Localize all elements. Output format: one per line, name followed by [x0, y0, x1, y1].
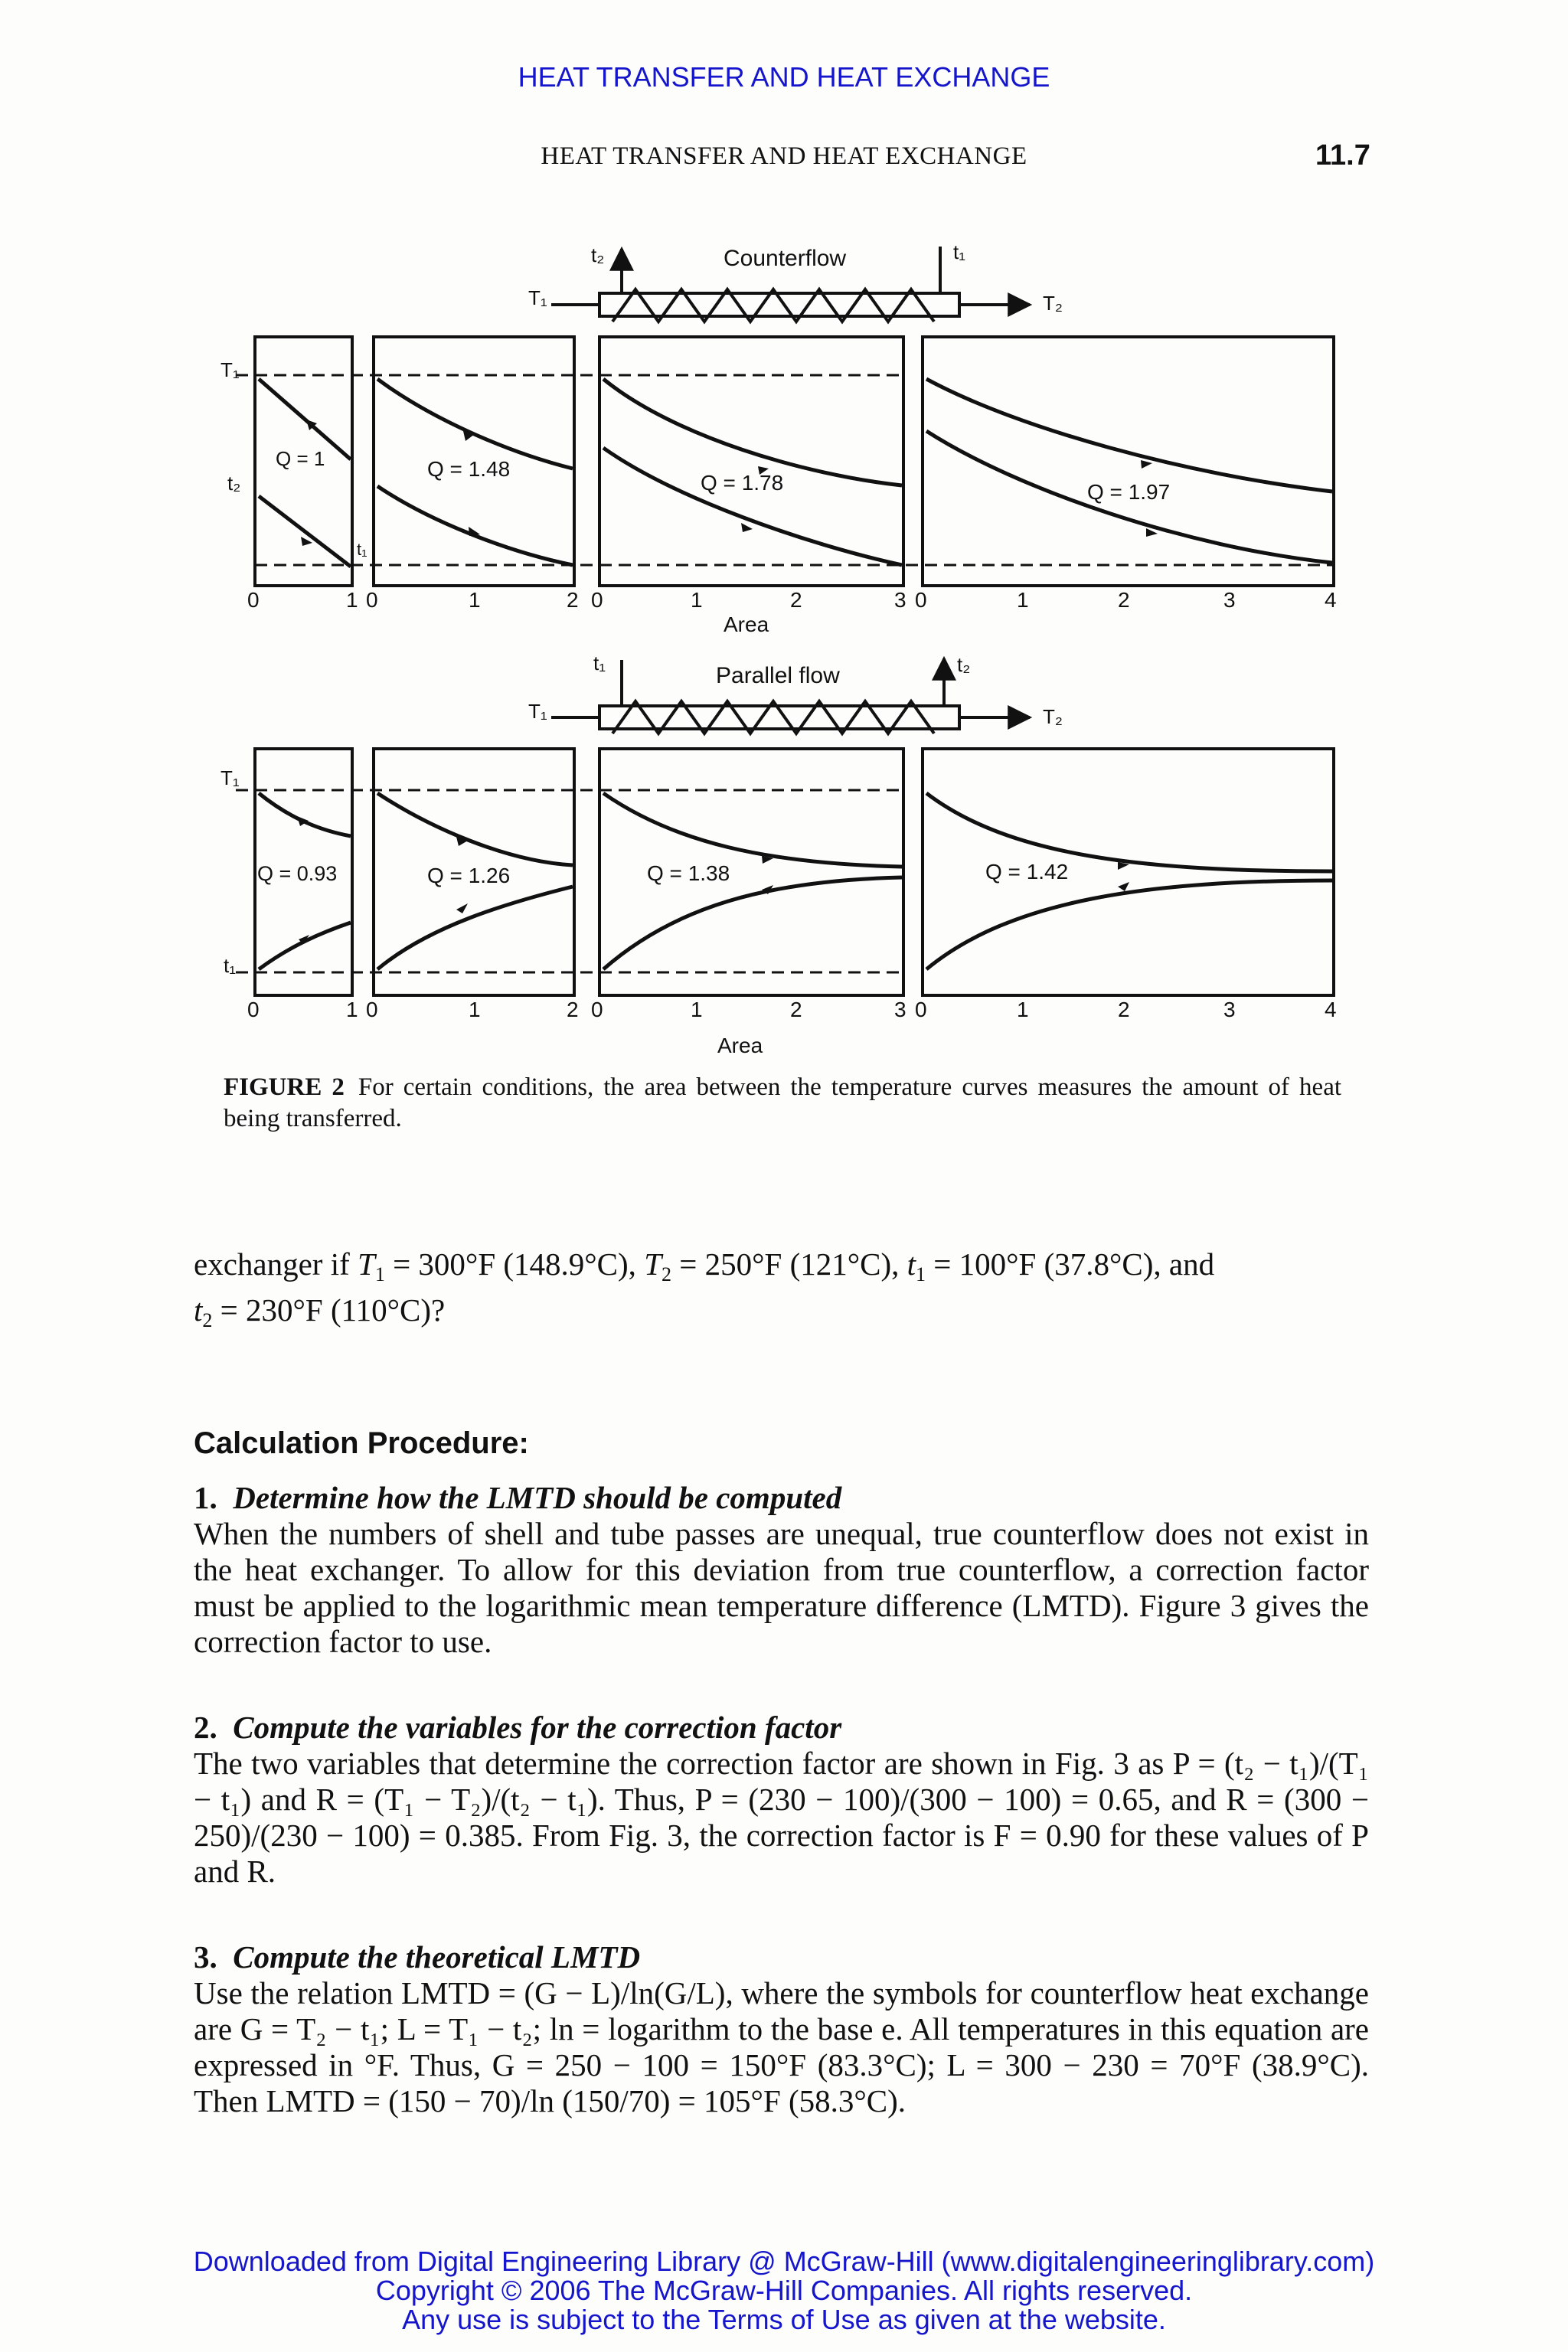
step-3 — [194, 1939, 1369, 2119]
counterflow-Q-1: Q = 1 — [276, 447, 325, 470]
step-1-title: 1. Determine how the LMTD should be computed — [194, 1480, 842, 1515]
footer-line-3: Any use is subject to the Terms of Use as given at the website. — [402, 2304, 1166, 2335]
library-banner: HEAT TRANSFER AND HEAT EXCHANGE — [518, 61, 1050, 93]
step-2 — [194, 1710, 1369, 1890]
counterflow-T2-label: T₂ — [1043, 292, 1063, 315]
step-2-title: 2. Compute the variables for the correction factor — [194, 1710, 842, 1745]
parallel-cold-curves — [259, 877, 1332, 969]
svg-text:2: 2 — [790, 998, 802, 1021]
svg-text:2: 2 — [1118, 998, 1130, 1021]
svg-text:0: 0 — [915, 588, 927, 612]
svg-text:3: 3 — [894, 588, 906, 612]
svg-text:1: 1 — [469, 998, 481, 1021]
svg-text:0: 0 — [366, 998, 378, 1021]
svg-text:0: 0 — [591, 998, 603, 1021]
footer-line-2: Copyright © 2006 The McGraw-Hill Companies. All rights reserved. — [375, 2275, 1193, 2306]
svg-text:2: 2 — [790, 588, 802, 612]
counterflow-x-ticks — [247, 588, 1337, 612]
intro-paragraph: exchanger if $T_1 = 300^\circ F$ (148.9°C), $T_2 = 250^\circ F$ (121°C), $t_1 = 100^\circ F$ (37.8°C), and $t_2 = 230^\circ F$ (110°C)? — [194, 1246, 1215, 1331]
counterflow-t2-label: t₂ — [591, 243, 605, 266]
parallel-t1-axis-label: t₁ — [224, 954, 236, 977]
parallel-panels — [236, 749, 1334, 995]
step-1-text: When the numbers of shell and tube passes are unequal, true counterflow does not exist in the heat exchanger. To allow for this deviation from true counterflow, a correction factor must be applied to the logarithmic mean temperature difference (LMTD). Figure 3 gives the correction factor to use. — [194, 1516, 1369, 1659]
counterflow-label: Counterflow — [724, 246, 847, 271]
svg-text:1: 1 — [346, 998, 358, 1021]
svg-text:2: 2 — [567, 998, 579, 1021]
caption-text: For certain conditions, the area between the temperature curves measures the amount of heat being transferred. — [224, 1073, 1342, 1132]
svg-text:1: 1 — [346, 588, 358, 612]
parallel-hot-curves — [259, 793, 1332, 871]
parallel-Q-3: Q = 1.38 — [647, 861, 730, 885]
parallel-area-label: Area — [717, 1034, 763, 1057]
svg-text:4: 4 — [1325, 998, 1337, 1021]
svg-text:1: 1 — [691, 588, 703, 612]
svg-text:0: 0 — [366, 588, 378, 612]
counterflow-t1-label: t₁ — [953, 240, 965, 263]
counterflow-hot-curves — [259, 379, 1332, 492]
svg-text:3: 3 — [1223, 998, 1236, 1021]
counterflow-T1-axis-label: T₁ — [220, 358, 240, 381]
counterflow-Q-2: Q = 1.48 — [427, 457, 511, 481]
svg-text:2: 2 — [1118, 588, 1130, 612]
counterflow-cold-curves — [259, 431, 1332, 567]
parallel-T1-axis-label: T₁ — [220, 766, 240, 789]
svg-text:1: 1 — [691, 998, 703, 1021]
counterflow-Q-4: Q = 1.97 — [1087, 480, 1171, 504]
parallel-x-ticks — [247, 998, 1337, 1021]
svg-text:0: 0 — [247, 998, 260, 1021]
svg-text:3: 3 — [1223, 588, 1236, 612]
caption-label: FIGURE 2 — [224, 1073, 345, 1101]
copyright-footer — [0, 2247, 1568, 2334]
svg-text:0: 0 — [915, 998, 927, 1021]
parallel-t2-label: t₂ — [957, 653, 971, 676]
svg-text:3: 3 — [894, 998, 906, 1021]
step-1 — [194, 1480, 1369, 1660]
parallel-flow-label: Parallel flow — [716, 663, 840, 688]
parallel-t1-label: t₁ — [593, 652, 606, 675]
counterflow-T1-label: T₁ — [528, 286, 547, 309]
step-3-text: Use the relation LMTD = (G − L)/ln(G/L), where the symbols for counterflow heat exchange are G = T₂ − t₁; L = T₁ − t₂; ln = logarithm to the base e. All temperatures in this equation are expressed in °F. Thus, G = 250 − 100 = 150°F (83.3°C); L = 300 − 230 = 70°F (38.9°C). Then LMTD = (150 − 70)/ln (150/70) = 105°F (58.3°C). — [194, 1975, 1369, 2118]
page-number: 11.7 — [1315, 139, 1370, 172]
parallel-T1-label: T₁ — [528, 700, 547, 723]
running-head: HEAT TRANSFER AND HEAT EXCHANGE — [541, 142, 1027, 170]
svg-text:0: 0 — [591, 588, 603, 612]
parallel-Q-1: Q = 0.93 — [257, 862, 338, 885]
parallel-Q-4: Q = 1.42 — [985, 860, 1069, 884]
figure-2 — [207, 230, 1370, 1072]
counterflow-t2-axis-label: t₂ — [227, 472, 241, 495]
parallel-T2-label: T₂ — [1043, 705, 1063, 728]
svg-text:2: 2 — [567, 588, 579, 612]
step-3-title: 3. Compute the theoretical LMTD — [194, 1939, 641, 1975]
figure-caption — [224, 1072, 1341, 1135]
svg-text:1: 1 — [1017, 588, 1029, 612]
section-heading: Calculation Procedure: — [194, 1426, 529, 1460]
svg-text:1: 1 — [469, 588, 481, 612]
svg-text:0: 0 — [247, 588, 260, 612]
counterflow-area-label: Area — [724, 612, 769, 636]
counterflow-t1-axis-label: t₁ — [357, 540, 368, 559]
counterflow-Q-3: Q = 1.78 — [701, 471, 784, 495]
step-2-text: The two variables that determine the correction factor are shown in Fig. 3 as P = (t₂ − t₁)/(T₁ − t₁) and R = (T₁ − T₂)/(t₂ − t₁). Thus, P = (230 − 100)/(300 − 100) = 0.65, and R = (300 − 250)/(230 − 100) = 0.385. From Fig. 3, the correction factor is F = 0.90 for these values of P and R. — [194, 1746, 1369, 1889]
svg-text:1: 1 — [1017, 998, 1029, 1021]
svg-text:4: 4 — [1325, 588, 1337, 612]
footer-line-1[interactable]: Downloaded from Digital Engineering Library @ McGraw-Hill (www.digitalengineeringlibrary.com) — [193, 2246, 1375, 2277]
parallel-Q-2: Q = 1.26 — [427, 864, 511, 887]
